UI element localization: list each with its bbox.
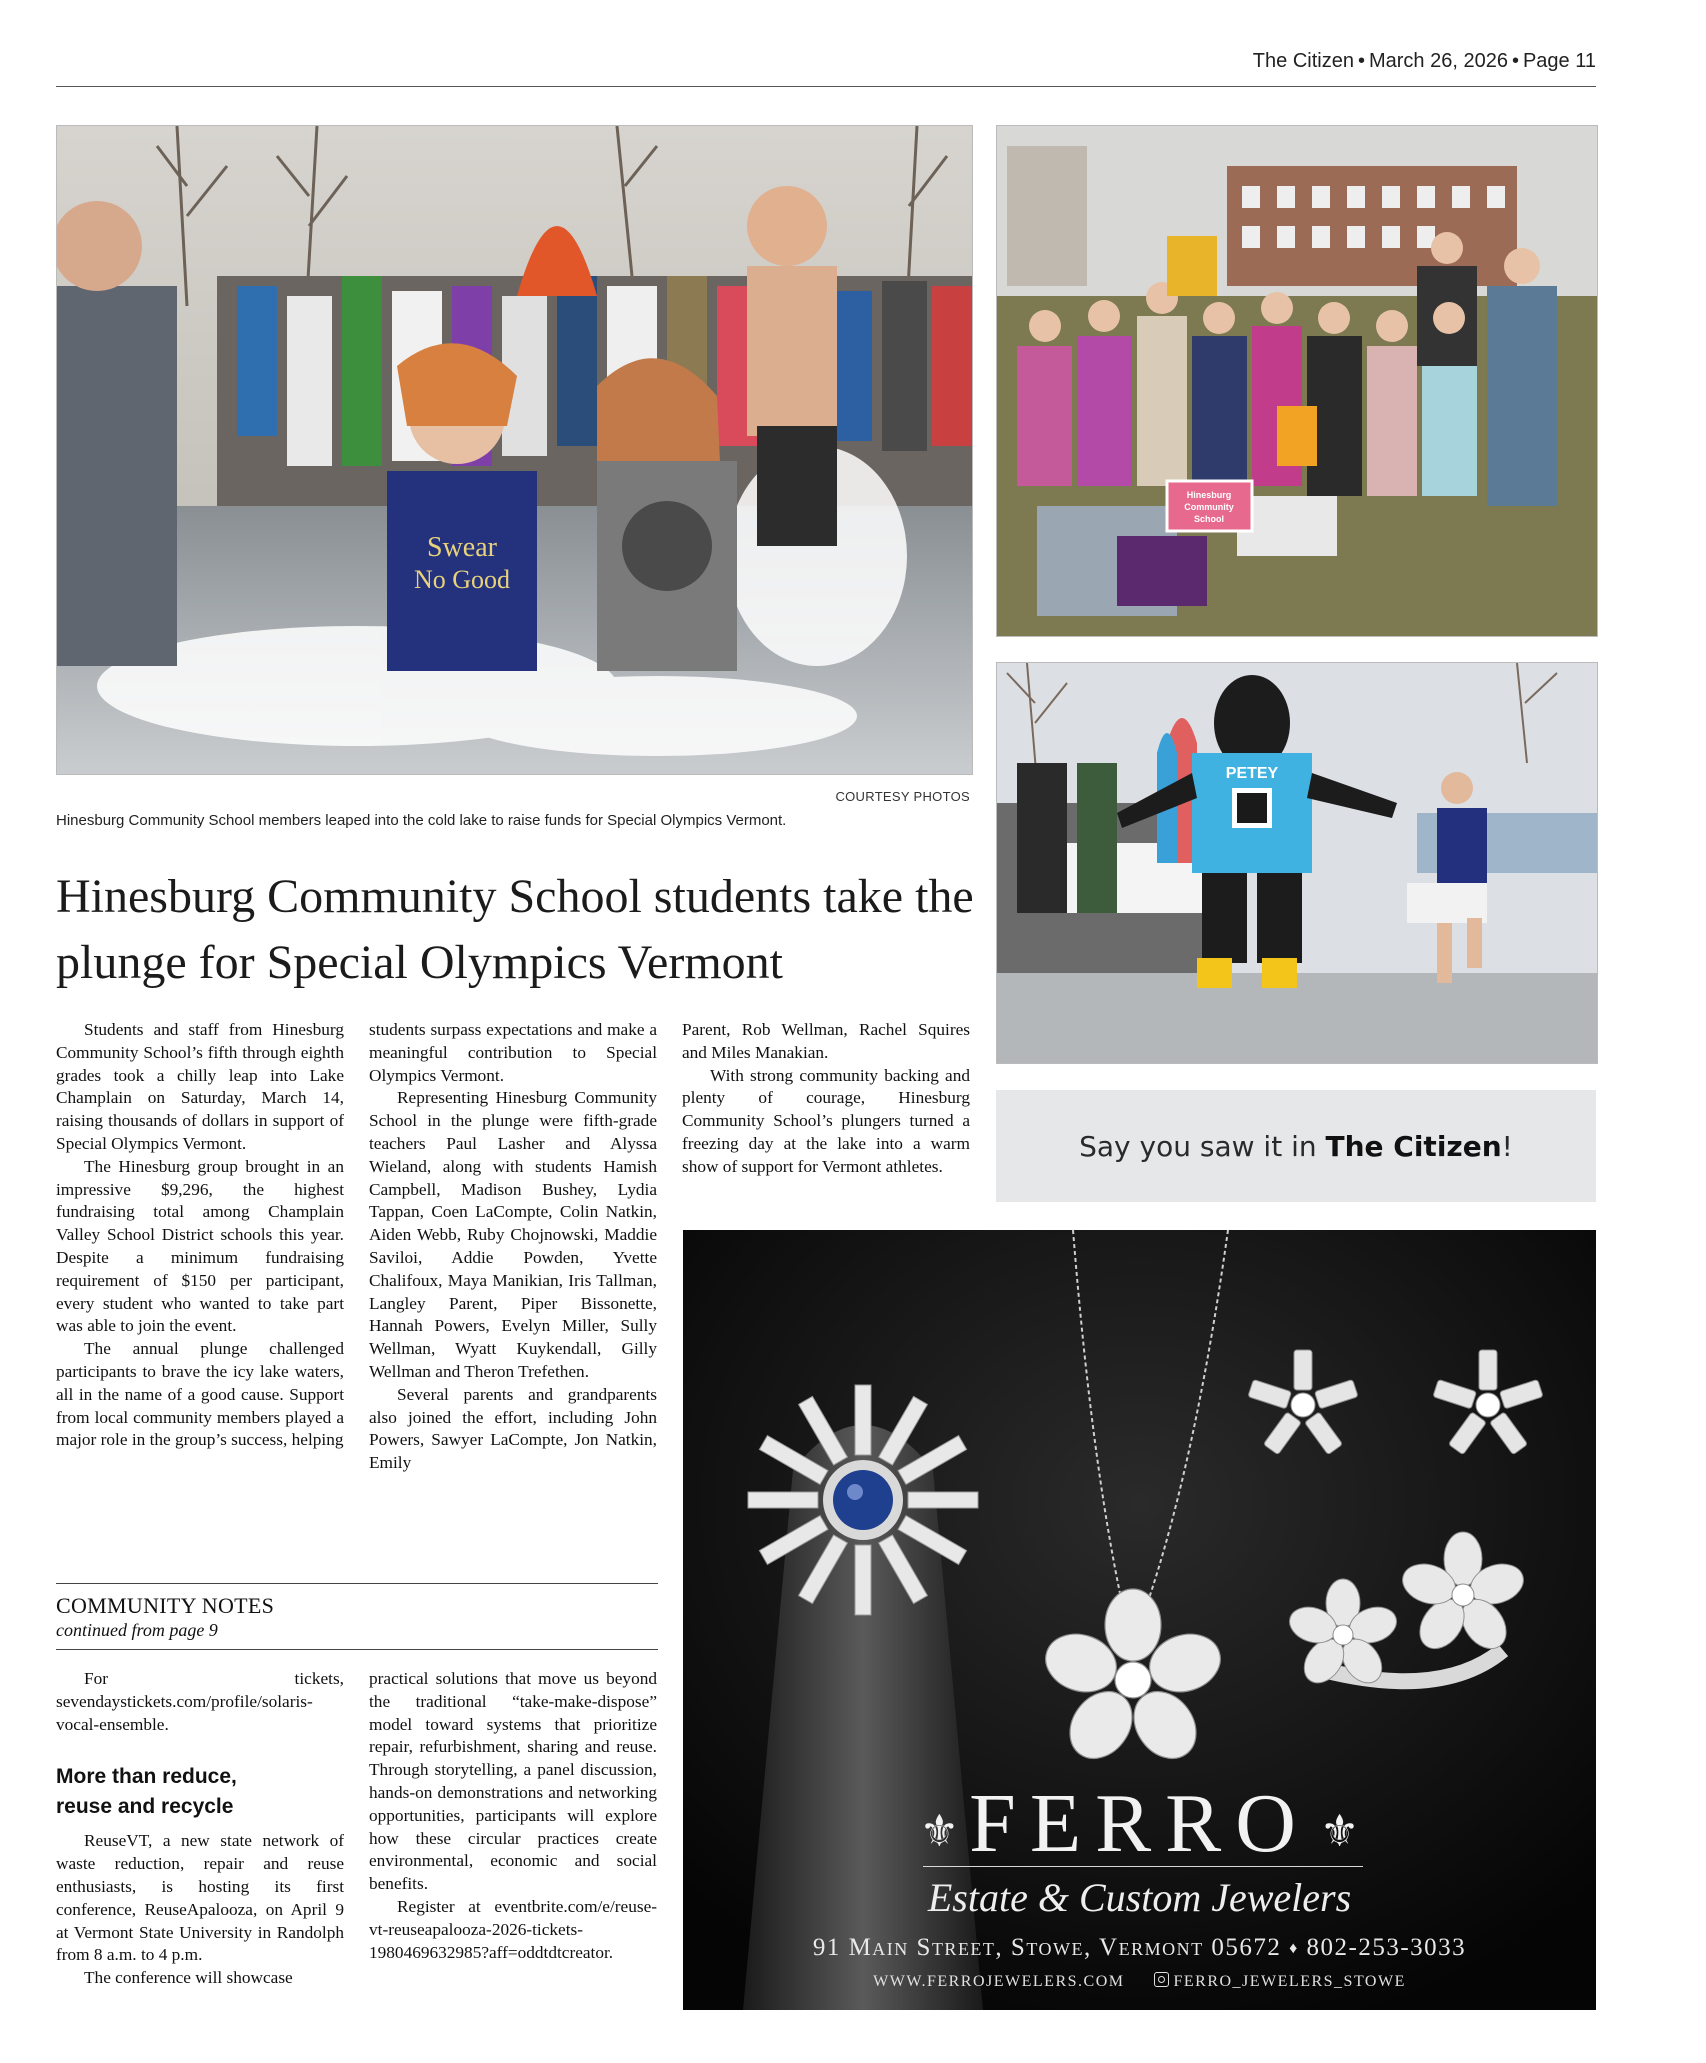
community-notes-subtitle: continued from page 9 [56, 1620, 218, 1640]
running-header [1253, 50, 1596, 73]
sign-text: Hinesburg [1186, 490, 1232, 500]
notes-paragraph: ReuseVT, a new state network of waste reduction, repair and reuse enthusiasts, is hosting its first conference, ReuseApalooza, on April 9 at Vermont State University in Randolph from 8 a.m. to 4 p.m. [56, 1831, 344, 1965]
community-notes-column-1 [56, 1668, 344, 1990]
issue-date: March 26, 2026 [1368, 50, 1508, 72]
ad-website: WWW.FERROJEWELERS.COM [873, 1973, 1125, 1990]
article-column-2 [369, 1019, 657, 1475]
house-promo-box [996, 1090, 1596, 1202]
group-photo [996, 125, 1598, 637]
publication-name: The Citizen [1252, 50, 1354, 72]
photo-credit: COURTESY PHOTOS [835, 789, 970, 804]
ad-tagline: Estate & Custom Jewelers [927, 1875, 1352, 1920]
community-notes-title: COMMUNITY NOTES [56, 1593, 275, 1618]
article-paragraph: The Hinesburg group brought in an impressive $9,296, the highest fundraising total among Champlain Valley School District schools this year. Despite a minimum fundraising requirement of $150 per participant, every student who wanted to take part was able to join the event. [56, 1156, 344, 1336]
community-notes-column-2 [369, 1668, 657, 1964]
ad-brand-name [683, 1775, 1596, 1872]
jeweler-advertisement [683, 1230, 1596, 2010]
notes-paragraph: For tickets, sevendaystickets.com/profile/solaris-vocal-ensemble. [56, 1669, 344, 1734]
notes-subhead [56, 1762, 344, 1822]
article-column-3 [682, 1019, 970, 1179]
header-rule [56, 86, 1596, 87]
notes-paragraph: Register at eventbrite.com/e/reuse-vt-reuseapalooza-2026-tickets-1980469632985?aff=oddtdtcreator. [369, 1896, 657, 1962]
article-paragraph: With strong community backing and plenty of courage, Hinesburg Community School’s plungers turned a freezing day at the lake into a warm show of support for Vermont athletes. [682, 1065, 970, 1176]
diamond-icon: ♦ [1289, 1940, 1299, 1957]
article-paragraph: Parent, Rob Wellman, Rachel Squires and Miles Manakian. [682, 1020, 970, 1062]
ad-phone: 802-253-3033 [1306, 1934, 1467, 1961]
ad-brand-text: FERRO [969, 1777, 1310, 1870]
notes-subhead-line: reuse and recycle [56, 1795, 234, 1819]
sign-text: Community [1184, 502, 1234, 512]
main-photo-plunge [56, 125, 973, 775]
section-rule [56, 1583, 658, 1584]
article-paragraph: The annual plunge challenged participants to brave the icy lake waters, all in the name of a good cause. Support from local community members played a major role in the group’s success, helping [56, 1339, 344, 1450]
article-paragraph: Representing Hinesburg Community School in the plunge were fifth-grade teachers Paul Lasher and Alyssa Wieland, along with students Hamish Campbell, Madison Bushey, Lydia Tappan, Coen LaCompte, Colin Natkin, Aiden Webb, Ruby Chojnowski, Maddie Saviloi, Addie Powden, Yvette Chalifoux, Maya Manikian, Iris Tallman, Langley Parent, Piper Bissonette, Hannah Powers, Evelyn Miller, Sully Wellman, Wyatt Kuykendall, Gilly Wellman and Theron Trefethen. [369, 1088, 657, 1381]
section-rule [56, 1649, 658, 1650]
article-paragraph: Several parents and grandparents also joined the effort, including John Powers, Sawyer LaCompte, Jon Natkin, Emily [369, 1384, 657, 1473]
ad-address-line [683, 1934, 1596, 1962]
ad-divider [923, 1866, 1363, 1867]
fleur-de-lis-icon: ⚜ [919, 1807, 960, 1857]
notes-subhead-line: More than reduce, [56, 1765, 237, 1789]
promo-suffix: ! [1501, 1129, 1513, 1163]
ad-address: 91 Main Street, Stowe, Vermont 05672 [812, 1934, 1282, 1961]
article-paragraph: Students and staff from Hinesburg Community School’s fifth through eighth grades took a chilly leap into Lake Champlain on Saturday, March 14, raising thousands of dollars in support of Special Olympics Vermont. [56, 1020, 344, 1153]
ad-instagram: FERRO_JEWELERS_STOWE [1173, 1973, 1406, 1990]
shirt-print-text: No Good [413, 565, 511, 594]
separator-dot: • [1357, 50, 1365, 72]
article-column-1 [56, 1019, 344, 1452]
mascot-photo [996, 662, 1598, 1064]
notes-paragraph: practical solutions that move us beyond the traditional “take-make-dispose” model toward systems that prioritize repair, refurbishment, sharing and reuse. Through storytelling, a panel discussion, hands-on demonstrations and networking opportunities, participants will explore how these circular practices create environmental, economic and social benefits. [369, 1669, 657, 1894]
promo-brand: The Citizen [1325, 1129, 1502, 1163]
notes-paragraph: The conference will showcase [84, 1968, 293, 1988]
fleur-de-lis-icon: ⚜ [1319, 1807, 1360, 1857]
article-paragraph: students surpass expectations and make a meaningful contribution to Special Olympics Vermont. [369, 1020, 657, 1085]
promo-text: Say you saw it in [1079, 1129, 1326, 1163]
page-number: Page 11 [1522, 50, 1596, 72]
article-headline: Hinesburg Community School students take the plunge for Special Olympics Vermont [56, 870, 974, 989]
ad-web-line [683, 1972, 1596, 1991]
photo-caption: Hinesburg Community School members leaped into the cold lake to raise funds for Special Olympics Vermont. [56, 812, 787, 829]
separator-dot: • [1511, 50, 1519, 72]
mascot-shirt-text: PETEY [1225, 765, 1279, 782]
sign-text: School [1193, 514, 1225, 524]
shirt-print-text: Swear [427, 532, 497, 563]
instagram-icon [1154, 1972, 1169, 1987]
